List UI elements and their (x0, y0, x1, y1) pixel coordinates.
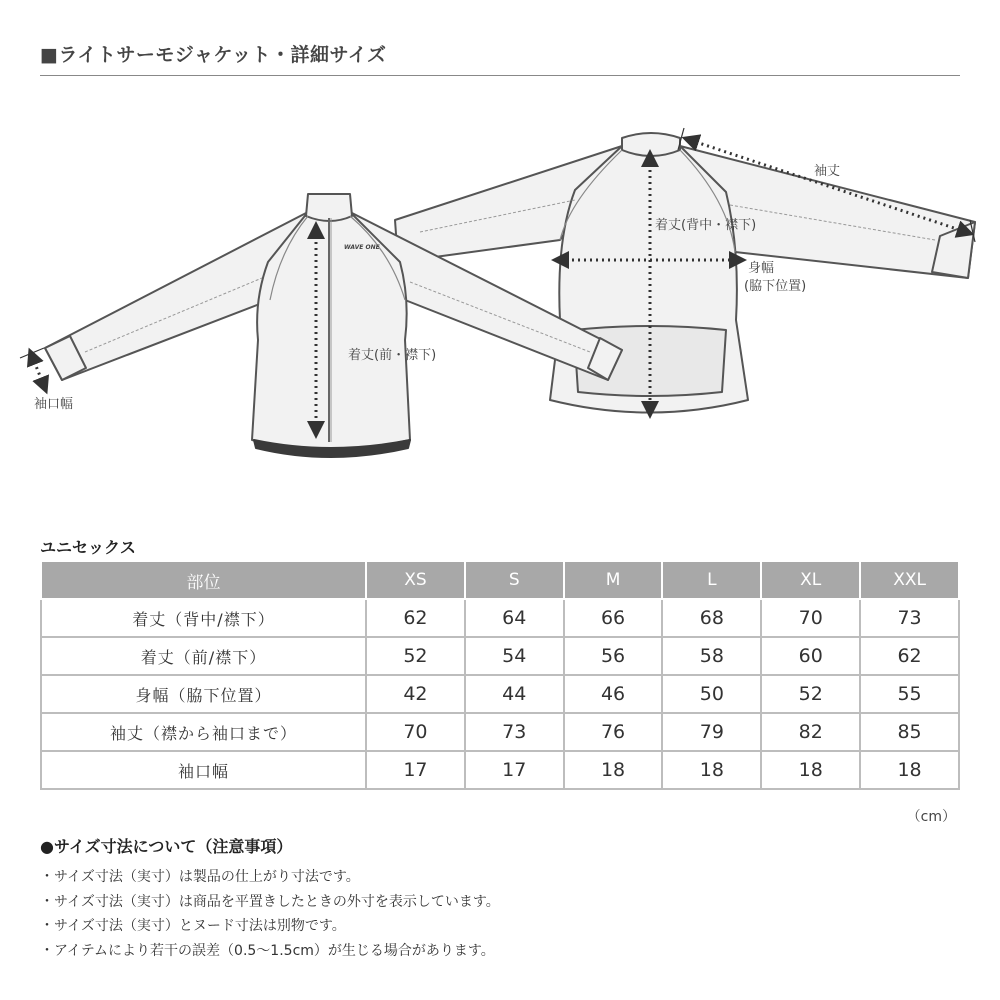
notes-title: ●サイズ寸法について（注意事項） (40, 837, 293, 856)
table-row (41, 675, 959, 713)
cell-value: 17 (465, 751, 564, 789)
cell-value: 58 (662, 637, 761, 675)
label-sleeve-length: 袖丈 (814, 164, 841, 179)
section-label-unisex: ユニセックス (40, 538, 136, 557)
label-body-width: 身幅 (748, 261, 775, 276)
notes-section (40, 834, 960, 963)
table-row (41, 599, 959, 637)
cell-value: 73 (465, 713, 564, 751)
cell-value: 46 (564, 675, 663, 713)
label-length-front: 着丈(前・襟下) (348, 348, 437, 363)
note-item: ・アイテムにより若干の誤差（0.5〜1.5cm）が生じる場合があります。 (40, 942, 495, 959)
header-size: S (465, 561, 564, 599)
header-size: L (662, 561, 761, 599)
row-part: 袖口幅 (41, 751, 366, 789)
row-part: 身幅（脇下位置） (41, 675, 366, 713)
cell-value: 64 (465, 599, 564, 637)
cell-value: 68 (662, 599, 761, 637)
cell-value: 70 (761, 599, 860, 637)
back-collar (622, 133, 680, 156)
jacket-diagram (0, 100, 1000, 500)
size-table (40, 560, 960, 790)
cell-value: 76 (564, 713, 663, 751)
label-body-width-sub: (脇下位置) (744, 279, 807, 294)
cell-value: 62 (860, 637, 959, 675)
cell-value: 52 (366, 637, 465, 675)
row-part: 着丈（前/襟下） (41, 637, 366, 675)
cell-value: 18 (662, 751, 761, 789)
cell-value: 55 (860, 675, 959, 713)
row-part: 袖丈（襟から袖口まで） (41, 713, 366, 751)
cell-value: 17 (366, 751, 465, 789)
size-table-header (41, 561, 959, 599)
cell-value: 18 (761, 751, 860, 789)
header-part: 部位 (41, 561, 366, 599)
cell-value: 18 (564, 751, 663, 789)
table-row (41, 713, 959, 751)
note-item: ・サイズ寸法（実寸）は製品の仕上がり寸法です。 (40, 869, 360, 885)
unit-label: （cm） (906, 809, 956, 825)
note-item: ・サイズ寸法（実寸）とヌード寸法は別物です。 (40, 918, 346, 934)
front-collar (306, 194, 352, 221)
cell-value: 73 (860, 599, 959, 637)
page-title: ■ライトサーモジャケット・詳細サイズ (40, 40, 960, 76)
row-part: 着丈（背中/襟下） (41, 599, 366, 637)
cell-value: 82 (761, 713, 860, 751)
logo: WAVE ONE (344, 244, 380, 251)
header-size: M (564, 561, 663, 599)
cell-value: 42 (366, 675, 465, 713)
cell-value: 50 (662, 675, 761, 713)
cell-value: 85 (860, 713, 959, 751)
cell-value: 62 (366, 599, 465, 637)
cell-value: 66 (564, 599, 663, 637)
cell-value: 79 (662, 713, 761, 751)
cell-value: 54 (465, 637, 564, 675)
note-item: ・サイズ寸法（実寸）は商品を平置きしたときの外寸を表示しています。 (40, 893, 500, 910)
cell-value: 44 (465, 675, 564, 713)
header-size: XS (366, 561, 465, 599)
cell-value: 70 (366, 713, 465, 751)
header-size: XL (761, 561, 860, 599)
jacket-back-view (395, 133, 975, 413)
cell-value: 56 (564, 637, 663, 675)
label-cuff-width: 袖口幅 (34, 397, 74, 412)
header-size: XXL (860, 561, 959, 599)
label-length-back: 着丈(背中・襟下) (655, 218, 757, 233)
cell-value: 60 (761, 637, 860, 675)
table-row (41, 637, 959, 675)
table-row (41, 751, 959, 789)
cell-value: 18 (860, 751, 959, 789)
cell-value: 52 (761, 675, 860, 713)
